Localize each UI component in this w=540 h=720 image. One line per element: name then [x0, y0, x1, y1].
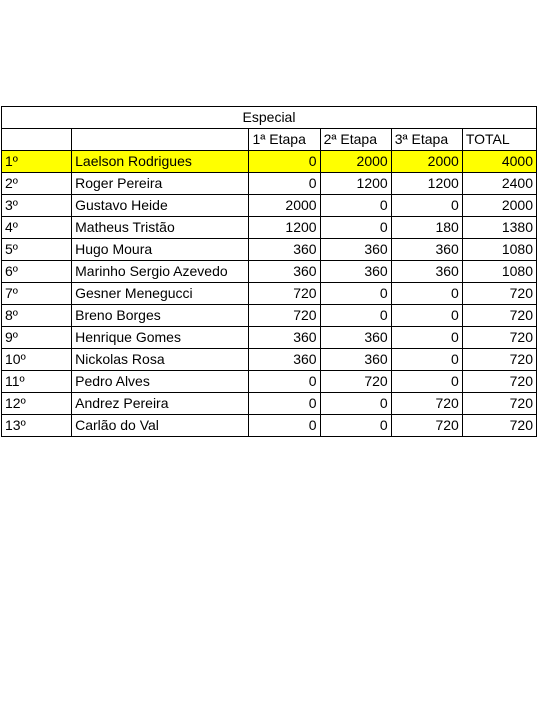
- position-cell: 4º: [2, 217, 72, 239]
- stage-3-cell: 0: [391, 327, 462, 349]
- position-cell: 5º: [2, 239, 72, 261]
- stage-2-cell: 360: [320, 261, 391, 283]
- table-row: [2, 151, 537, 173]
- stage-3-cell: 360: [391, 261, 462, 283]
- total-cell: 2000: [462, 195, 536, 217]
- header-name: [72, 129, 249, 151]
- position-cell: 3º: [2, 195, 72, 217]
- title-row: [2, 107, 537, 129]
- stage-1-cell: 0: [249, 415, 320, 437]
- stage-1-cell: 0: [249, 173, 320, 195]
- table-row: [2, 393, 537, 415]
- table-row: [2, 239, 537, 261]
- stage-3-cell: 180: [391, 217, 462, 239]
- total-cell: 720: [462, 371, 536, 393]
- stage-2-cell: 0: [320, 393, 391, 415]
- stage-3-cell: 0: [391, 371, 462, 393]
- header-stage-2: 2ª Etapa: [320, 129, 391, 151]
- position-cell: 13º: [2, 415, 72, 437]
- name-cell: Marinho Sergio Azevedo: [72, 261, 249, 283]
- table-row: [2, 305, 537, 327]
- stage-1-cell: 0: [249, 151, 320, 173]
- table-row: [2, 371, 537, 393]
- stage-1-cell: 720: [249, 283, 320, 305]
- stage-2-cell: 0: [320, 217, 391, 239]
- stage-2-cell: 360: [320, 239, 391, 261]
- stage-3-cell: 360: [391, 239, 462, 261]
- header-row: [2, 129, 537, 151]
- position-cell: 1º: [2, 151, 72, 173]
- table-title: Especial: [2, 107, 537, 129]
- name-cell: Carlão do Val: [72, 415, 249, 437]
- total-cell: 1080: [462, 239, 536, 261]
- stage-3-cell: 720: [391, 415, 462, 437]
- stage-2-cell: 0: [320, 195, 391, 217]
- position-cell: 9º: [2, 327, 72, 349]
- stage-1-cell: 0: [249, 393, 320, 415]
- header-stage-1: 1ª Etapa: [249, 129, 320, 151]
- stage-3-cell: 0: [391, 195, 462, 217]
- stage-2-cell: 0: [320, 305, 391, 327]
- stage-3-cell: 0: [391, 283, 462, 305]
- position-cell: 2º: [2, 173, 72, 195]
- position-cell: 7º: [2, 283, 72, 305]
- table-row: [2, 261, 537, 283]
- stage-2-cell: 1200: [320, 173, 391, 195]
- ranking-table: [1, 106, 537, 437]
- table-row: [2, 327, 537, 349]
- stage-1-cell: 720: [249, 305, 320, 327]
- stage-2-cell: 0: [320, 415, 391, 437]
- total-cell: 2400: [462, 173, 536, 195]
- name-cell: Laelson Rodrigues: [72, 151, 249, 173]
- position-cell: 12º: [2, 393, 72, 415]
- header-total: TOTAL: [462, 129, 536, 151]
- position-cell: 11º: [2, 371, 72, 393]
- position-cell: 6º: [2, 261, 72, 283]
- total-cell: 720: [462, 393, 536, 415]
- name-cell: Pedro Alves: [72, 371, 249, 393]
- stage-1-cell: 360: [249, 261, 320, 283]
- table-row: [2, 195, 537, 217]
- stage-3-cell: 0: [391, 305, 462, 327]
- total-cell: 720: [462, 305, 536, 327]
- stage-1-cell: 2000: [249, 195, 320, 217]
- name-cell: Hugo Moura: [72, 239, 249, 261]
- header-stage-3: 3ª Etapa: [391, 129, 462, 151]
- name-cell: Gustavo Heide: [72, 195, 249, 217]
- stage-1-cell: 360: [249, 349, 320, 371]
- stage-3-cell: 720: [391, 393, 462, 415]
- name-cell: Andrez Pereira: [72, 393, 249, 415]
- total-cell: 720: [462, 415, 536, 437]
- stage-1-cell: 360: [249, 327, 320, 349]
- stage-3-cell: 0: [391, 349, 462, 371]
- name-cell: Matheus Tristão: [72, 217, 249, 239]
- table-row: [2, 173, 537, 195]
- table-row: [2, 415, 537, 437]
- stage-2-cell: 360: [320, 327, 391, 349]
- total-cell: 4000: [462, 151, 536, 173]
- header-position: [2, 129, 72, 151]
- stage-1-cell: 1200: [249, 217, 320, 239]
- stage-3-cell: 1200: [391, 173, 462, 195]
- name-cell: Henrique Gomes: [72, 327, 249, 349]
- total-cell: 720: [462, 349, 536, 371]
- stage-2-cell: 360: [320, 349, 391, 371]
- table-row: [2, 283, 537, 305]
- position-cell: 8º: [2, 305, 72, 327]
- stage-3-cell: 2000: [391, 151, 462, 173]
- total-cell: 1380: [462, 217, 536, 239]
- position-cell: 10º: [2, 349, 72, 371]
- name-cell: Nickolas Rosa: [72, 349, 249, 371]
- stage-1-cell: 0: [249, 371, 320, 393]
- stage-2-cell: 2000: [320, 151, 391, 173]
- total-cell: 1080: [462, 261, 536, 283]
- stage-1-cell: 360: [249, 239, 320, 261]
- total-cell: 720: [462, 327, 536, 349]
- name-cell: Roger Pereira: [72, 173, 249, 195]
- table-row: [2, 349, 537, 371]
- name-cell: Gesner Menegucci: [72, 283, 249, 305]
- stage-2-cell: 0: [320, 283, 391, 305]
- table-row: [2, 217, 537, 239]
- name-cell: Breno Borges: [72, 305, 249, 327]
- total-cell: 720: [462, 283, 536, 305]
- stage-2-cell: 720: [320, 371, 391, 393]
